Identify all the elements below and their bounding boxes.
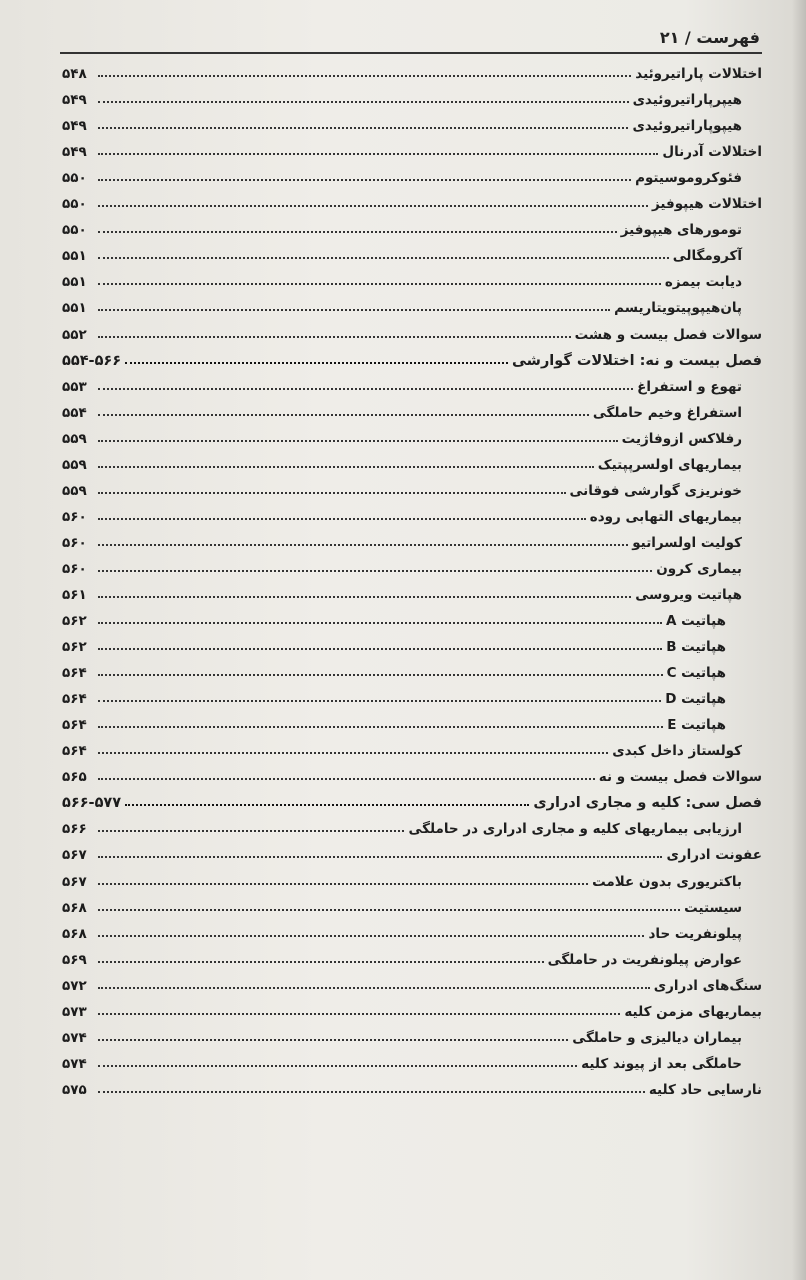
toc-entry-page-number: ۵۶۲ [62,613,87,630]
toc-entry-row [62,58,762,84]
dot-leader [98,75,631,77]
toc-entry-page-number: ۵۵۱ [62,300,87,317]
toc-entry-title: فصل سی: کلیه و مجاری ادراری [533,795,762,812]
toc-entry-row [62,110,762,136]
toc-entry-title: آکرومگالی [672,248,742,265]
toc-entry-page-number: ۵۶۶-۵۷۷ [62,795,122,812]
toc-entry-page-number: ۵۵۱ [62,274,87,291]
dot-leader [98,544,628,546]
dot-leader [98,674,663,676]
toc-entry-title: اختلالات پاراتیروئید [635,66,762,83]
toc-entry-title: بیماران دیالیزی و حاملگی [572,1029,742,1046]
header-title: فهرست / ۲۱ [659,28,760,47]
toc-entry-page-number: ۵۵۰ [62,222,87,239]
toc-entry-title: کولیت اولسراتیو [632,534,742,551]
dot-leader [98,961,544,963]
toc-entry-title: کولستاز داخل کبدی [612,743,742,760]
toc-entry-title: سیستیت [684,899,742,916]
toc-entry-page-number: ۵۶۹ [62,951,87,968]
toc-entry-row [62,371,762,397]
toc-entry-title: تهوع و استفراغ [637,378,742,395]
toc-entry-title: اختلالات آدرنال [662,144,762,161]
toc-entry-row [62,423,762,449]
toc-entry-row [62,761,762,787]
toc-entry-row [62,839,762,865]
dot-leader [98,700,661,702]
toc-entry-page-number: ۵۶۰ [62,534,87,551]
toc-entry-page-number: ۵۵۳ [62,378,87,395]
toc-entry-row [62,918,762,944]
dot-leader [98,1091,645,1093]
toc-entry-row [62,292,762,318]
toc-entry-title: تومورهای هیپوفیز [620,222,742,239]
toc-entry-page-number: ۵۶۱ [62,586,87,603]
dot-leader [125,804,529,806]
toc-entry-title: بیماریهای اولسرپپتیک [597,456,742,473]
toc-entry-page-number: ۵۶۴ [62,717,87,734]
toc-entry-title: پان‌هیپوپیتویتاریسم [614,300,742,317]
dot-leader [98,179,631,181]
toc-entry-title: رفلاکس ازوفاژیت [621,430,742,447]
toc-entry-page-number: ۵۵۴-۵۶۶ [62,352,122,369]
toc-entry-page-number: ۵۶۵ [62,769,87,786]
toc-entry-page-number: ۵۶۴ [62,743,87,760]
dot-leader [98,309,610,311]
toc-entry-row [62,318,762,344]
toc-entry-page-number: ۵۷۳ [62,1003,87,1020]
dot-leader [98,856,662,858]
toc-entry-page-number: ۵۷۴ [62,1029,87,1046]
toc-entry-row [62,449,762,475]
dot-leader [98,987,650,989]
toc-entry-title: هپاتیت A [666,613,726,630]
toc-entry-title: سوالات فصل بیست و هشت [574,326,762,343]
toc-entry-row [62,865,762,891]
toc-entry-title: نارسایی حاد کلیه [648,1081,762,1098]
toc-entry-page-number: ۵۶۴ [62,665,87,682]
toc-entry-page-number: ۵۶۰ [62,560,87,577]
toc-entry-row [62,553,762,579]
toc-entry-title: باکتریوری بدون علامت [592,873,742,890]
toc-entry-row [62,501,762,527]
dot-leader [98,466,594,468]
toc-entry-row [62,709,762,735]
toc-chapter-row [62,345,762,371]
toc-entry-page-number: ۵۵۰ [62,196,87,213]
toc-entry-row [62,397,762,423]
dot-leader [98,231,617,233]
toc-entry-row [62,735,762,761]
toc-entry-page-number: ۵۴۹ [62,118,87,135]
toc-entry-page-number: ۵۶۲ [62,639,87,656]
dot-leader [98,127,628,129]
dot-leader [98,648,662,650]
dot-leader [98,388,633,390]
dot-leader [98,440,618,442]
dot-leader [98,909,680,911]
toc-entry-title: هپاتیت C [666,665,726,682]
toc-entry-row [62,240,762,266]
page-header [60,28,760,50]
toc-entry-page-number: ۵۵۱ [62,248,87,265]
dot-leader [98,570,652,572]
toc-entry-title: هپاتیت E [667,717,726,734]
toc-entry-row [62,683,762,709]
dot-leader [98,257,669,259]
toc-entry-title: عوارض پیلونفریت در حاملگی [547,951,742,968]
dot-leader [98,883,588,885]
dot-leader [98,830,404,832]
toc-entry-row [62,631,762,657]
toc-entry-title: هپاتیت D [665,691,726,708]
toc-entry-title: سنگ‌های ادراری [653,977,762,994]
dot-leader [98,336,571,338]
table-of-contents [62,58,762,1100]
toc-entry-row [62,892,762,918]
toc-entry-page-number: ۵۷۲ [62,977,87,994]
dot-leader [98,1039,568,1041]
dot-leader [98,935,644,937]
toc-entry-row [62,475,762,501]
toc-entry-row [62,970,762,996]
toc-entry-title: هپاتیت ویروسی [635,586,742,603]
toc-entry-page-number: ۵۶۷ [62,873,87,890]
toc-entry-title: هیپوپاراتیروئیدی [632,118,742,135]
dot-leader [98,778,595,780]
dot-leader [125,362,508,364]
toc-entry-title: بیماریهای مزمن کلیه [624,1003,762,1020]
toc-entry-title: بیماری کرون [656,560,742,577]
toc-entry-row [62,605,762,631]
toc-entry-row [62,136,762,162]
toc-entry-page-number: ۵۶۴ [62,691,87,708]
toc-entry-page-number: ۵۴۹ [62,144,87,161]
dot-leader [98,622,662,624]
toc-entry-title: اختلالات هیپوفیز [651,196,762,213]
dot-leader [98,205,648,207]
toc-entry-title: حاملگی بعد از پیوند کلیه [581,1055,742,1072]
toc-entry-row [62,944,762,970]
toc-entry-title: هیپرپاراتیروئیدی [632,92,742,109]
toc-entry-page-number: ۵۵۹ [62,482,87,499]
toc-entry-row [62,188,762,214]
toc-entry-title: فئوکروموسیتوم [635,170,742,187]
dot-leader [98,492,566,494]
dot-leader [98,101,629,103]
toc-entry-title: سوالات فصل بیست و نه [598,769,762,786]
dot-leader [98,596,631,598]
toc-entry-row [62,214,762,240]
dot-leader [98,1065,577,1067]
header-rule [60,52,762,54]
toc-entry-row [62,813,762,839]
toc-entry-title: پیلونفریت حاد [648,925,742,942]
toc-entry-page-number: ۵۶۸ [62,925,87,942]
toc-entry-title: بیماریهای التهابی روده [589,508,742,525]
dot-leader [98,1013,620,1015]
toc-entry-page-number: ۵۵۴ [62,404,87,421]
toc-entry-title: عفونت ادراری [666,847,762,864]
toc-entry-title: هپاتیت B [666,639,726,656]
toc-entry-row [62,657,762,683]
toc-entry-row [62,527,762,553]
dot-leader [98,518,586,520]
toc-entry-page-number: ۵۵۲ [62,326,87,343]
toc-entry-page-number: ۵۶۶ [62,821,87,838]
toc-entry-row [62,84,762,110]
toc-entry-title: خونریزی گوارشی فوقانی [569,482,742,499]
toc-entry-row [62,1074,762,1100]
toc-entry-row [62,1022,762,1048]
toc-entry-title: دیابت بیمزه [664,274,742,291]
dot-leader [98,726,663,728]
toc-entry-title: فصل بیست و نه: اختلالات گوارشی [512,352,762,369]
toc-entry-page-number: ۵۶۰ [62,508,87,525]
toc-chapter-row [62,787,762,813]
toc-entry-row [62,996,762,1022]
toc-entry-row [62,266,762,292]
dot-leader [98,752,608,754]
toc-entry-page-number: ۵۷۵ [62,1081,87,1098]
toc-entry-page-number: ۵۴۹ [62,92,87,109]
toc-entry-page-number: ۵۵۹ [62,456,87,473]
toc-entry-row [62,162,762,188]
toc-entry-page-number: ۵۶۸ [62,899,87,916]
toc-entry-title: استفراغ وخیم حاملگی [592,404,742,421]
dot-leader [98,283,661,285]
dot-leader [98,153,658,155]
toc-entry-page-number: ۵۶۷ [62,847,87,864]
toc-entry-row [62,1048,762,1074]
toc-entry-row [62,579,762,605]
page-edge-shadow [792,0,806,1280]
toc-entry-page-number: ۵۵۹ [62,430,87,447]
toc-entry-page-number: ۵۵۰ [62,170,87,187]
toc-entry-page-number: ۵۴۸ [62,66,87,83]
toc-entry-title: ارزیابی بیماریهای کلیه و مجاری ادراری در حاملگی [408,821,742,838]
dot-leader [98,414,589,416]
toc-entry-page-number: ۵۷۴ [62,1055,87,1072]
